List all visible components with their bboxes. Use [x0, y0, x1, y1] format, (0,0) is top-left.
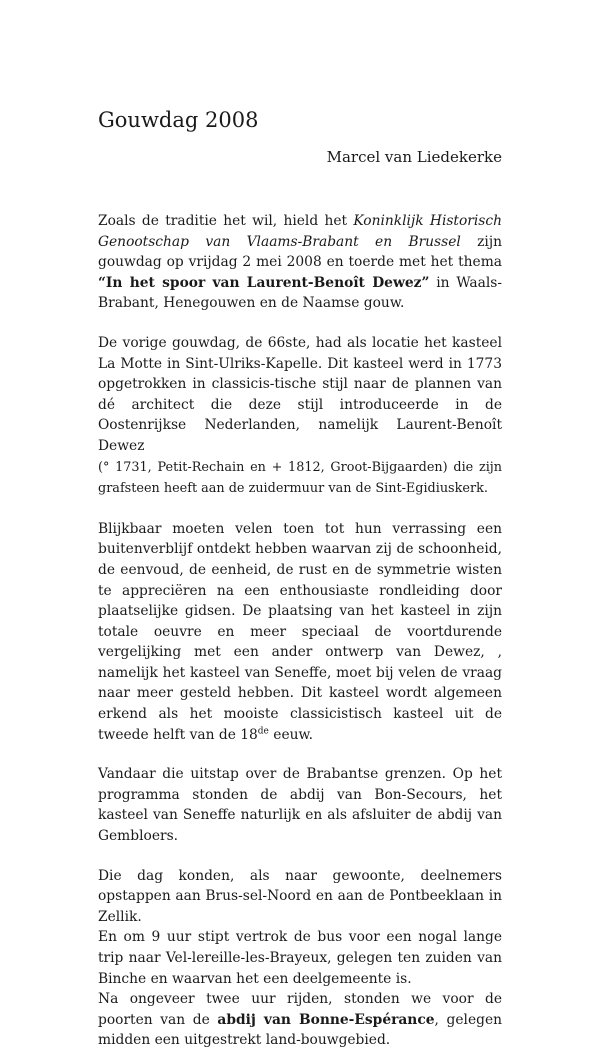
paragraph-2: [98, 333, 502, 500]
paragraph-7: [98, 989, 502, 1051]
paragraph-3: [98, 519, 502, 746]
paragraph-1-text-c: in Waals-Brabant, Henegouwen en de Naamse gouw.: [98, 274, 502, 312]
paragraph-3-text-b: eeuw.: [268, 726, 314, 743]
paragraph-1-text-a: Zoals de traditie het wil, hield het: [98, 213, 354, 229]
paragraph-6: En om 9 uur stipt vertrok de bus voor een nogal lange trip naar Vel-lereille-les-Brayeux, gelegen ten zuiden van Binche en waarvan het een deelgemeente is.: [98, 929, 502, 987]
society-name: Koninklijk Historisch Genootschap van Vlaams-Brabant en Brussel: [98, 213, 502, 250]
article-author: Marcel van Liedekerke: [326, 148, 502, 166]
paragraph-2-text-b: (° 1731, Petit-Rechain en + 1812, Groot-Bijgaarden) die zijn grafsteen heeft aan de zuidermuur van de Sint-Egidiuskerk.: [98, 459, 502, 497]
abbey-name: abdij van Bonne-Espérance: [217, 1011, 435, 1028]
paragraph-7-text-b: , gelegen midden een uitgestrekt land-bouwgebied.: [98, 1011, 502, 1049]
paragraph-4: Vandaar die uitstap over de Brabantse grenzen. Op het programma stonden de abdij van Bon-Secours, het kasteel van Seneffe naturlijk en als afsluiter de abdij van Gembloers.: [98, 766, 502, 845]
century-superscript: de: [257, 726, 269, 737]
paragraph-7-text-a: Na ongeveer twee uur rijden, stonden we voor de poorten van de: [98, 991, 502, 1028]
paragraph-1: [98, 211, 502, 314]
paragraph-2-text-a: De vorige gouwdag, de 66ste, had als locatie het kasteel La Motte in Sint-Ulriks-Kapelle. Dit kasteel werd in 1773 opgetrokken in classicis-tische stijl naar de plannen van dé architect die deze stijl introduceerde in de Oostenrijkse Nederlanden, namelijk Laurent-Benoît Dewez: [98, 334, 502, 454]
paragraph-3-text-a: Blijkbaar moeten velen toen tot hun verrassing een buitenverblijf ontdekt hebben waarvan zij de schoonheid, de eenvoud, de eenheid, de rust en de symmetrie wisten te appreciëren na een enthousiaste rondleiding door plaatselijke gidsen. De plaatsing van het kasteel in zijn totale oeuvre en meer speciaal de voortdurende vergelijking met een ander ontwerp van Dewez, , namelijk het kasteel van Seneffe, moet bij velen de vraag naar meer gesteld hebben. Dit kasteel wordt algemeen erkend als het mooiste classicistisch kasteel uit de tweede helft van de 18: [98, 520, 502, 743]
paragraph-5: Die dag konden, als naar gewoonte, deelnemers opstappen aan Brus-sel-Noord en aan de Pontbeeklaan in Zellik.: [98, 867, 502, 925]
article-title: Gouwdag 2008: [98, 108, 259, 132]
paragraph-1-text-b: zijn gouwdag op vrijdag 2 mei 2008 en toerde met het thema: [98, 233, 503, 271]
day-theme: “In het spoor van Laurent-Benoît Dewez”: [98, 274, 430, 291]
article-body: [98, 211, 502, 1051]
